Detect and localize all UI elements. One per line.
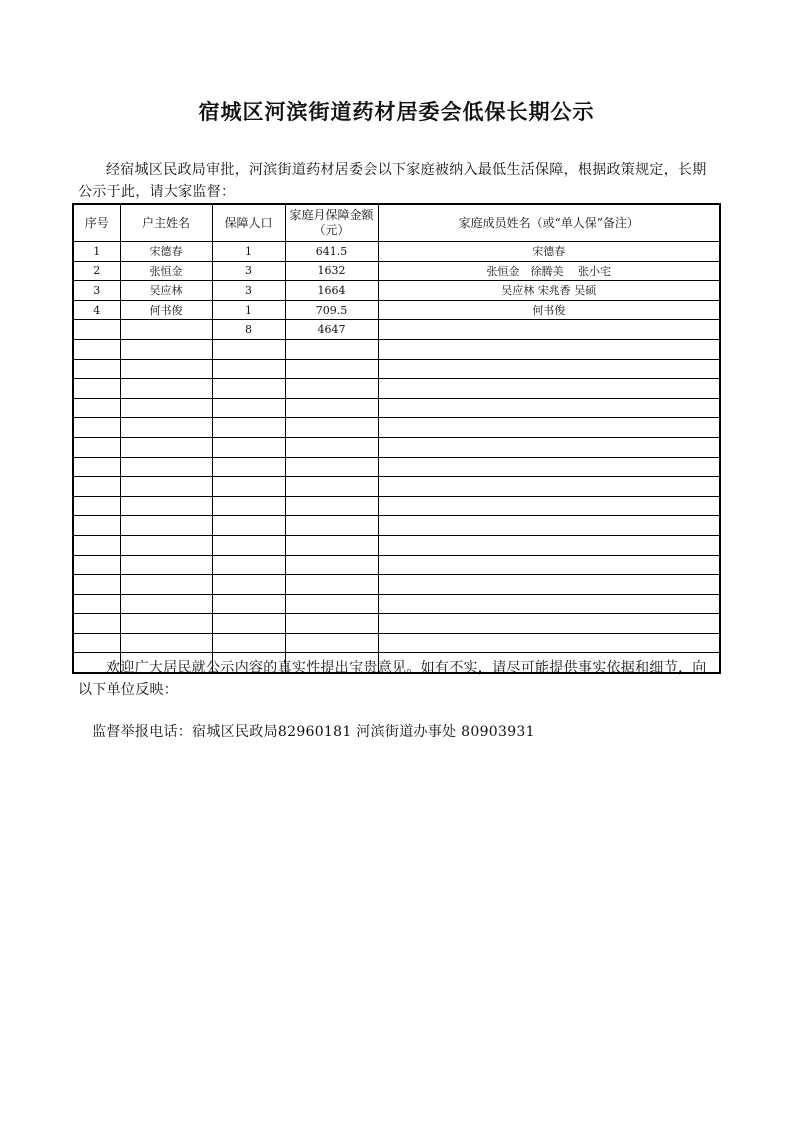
cell-covered-persons: [212, 594, 285, 614]
cell-family-members: 张恒金 徐腾美 张小宅: [378, 261, 720, 281]
cell-householder: [120, 437, 212, 457]
cell-index: [73, 359, 120, 379]
cell-covered-persons: [212, 614, 285, 634]
table-row: [73, 320, 720, 340]
cell-covered-persons: [212, 418, 285, 438]
cell-covered-persons: [212, 437, 285, 457]
cell-index: [73, 496, 120, 516]
cell-family-members: [378, 496, 720, 516]
table-row: [73, 261, 720, 281]
cell-index: [73, 555, 120, 575]
table-row: [73, 594, 720, 614]
table-header-row: [73, 204, 720, 242]
cell-monthly-amount: [285, 633, 378, 653]
cell-family-members: [378, 457, 720, 477]
cell-householder: [120, 496, 212, 516]
contact-line: 监督举报电话：宿城区民政局82960181 河滨街道办事处 80903931: [92, 724, 535, 740]
cell-householder: [120, 359, 212, 379]
cell-family-members: [378, 359, 720, 379]
header-index: 序号: [73, 204, 120, 242]
cell-covered-persons: 1: [212, 242, 285, 262]
table-row: [73, 477, 720, 497]
cell-householder: [120, 418, 212, 438]
cell-householder: [120, 555, 212, 575]
table-row: [73, 379, 720, 399]
cell-index: [73, 437, 120, 457]
cell-householder: [120, 379, 212, 399]
cell-index: [73, 379, 120, 399]
cell-index: [73, 418, 120, 438]
cell-monthly-amount: [285, 535, 378, 555]
cell-monthly-amount: [285, 477, 378, 497]
feedback-paragraph: 欢迎广大居民就公示内容的真实性提出宝贵意见。如有不实，请尽可能提供事实依据和细节，向以下单位反映：: [78, 660, 707, 698]
cell-index: 4: [73, 300, 120, 320]
table-row: [73, 516, 720, 536]
cell-covered-persons: [212, 398, 285, 418]
header-monthly-amount: 家庭月保障金额（元）: [285, 204, 378, 242]
assistance-table: [72, 203, 721, 674]
cell-householder: 张恒金: [120, 261, 212, 281]
cell-householder: [120, 477, 212, 497]
cell-monthly-amount: [285, 398, 378, 418]
cell-monthly-amount: [285, 437, 378, 457]
cell-monthly-amount: [285, 575, 378, 595]
cell-covered-persons: 8: [212, 320, 285, 340]
cell-family-members: 宋德春: [378, 242, 720, 262]
table-row: [73, 300, 720, 320]
cell-householder: [120, 516, 212, 536]
cell-index: [73, 633, 120, 653]
cell-monthly-amount: [285, 555, 378, 575]
cell-covered-persons: [212, 575, 285, 595]
cell-family-members: [378, 535, 720, 555]
cell-householder: [120, 457, 212, 477]
table-body: [73, 242, 720, 674]
cell-monthly-amount: [285, 496, 378, 516]
cell-monthly-amount: 641.5: [285, 242, 378, 262]
cell-family-members: [378, 633, 720, 653]
table-row: [73, 535, 720, 555]
cell-index: [73, 457, 120, 477]
cell-family-members: [378, 339, 720, 359]
intro-paragraph: 经宿城区民政局审批，河滨街道药材居委会以下家庭被纳入最低生活保障，根据政策规定，长期公示于此，请大家监督：: [78, 162, 707, 200]
cell-monthly-amount: [285, 379, 378, 399]
cell-covered-persons: 3: [212, 281, 285, 301]
cell-monthly-amount: 709.5: [285, 300, 378, 320]
cell-monthly-amount: [285, 457, 378, 477]
cell-index: [73, 535, 120, 555]
header-family-members: 家庭成员姓名（或“单人保”备注）: [378, 204, 720, 242]
table-row: [73, 614, 720, 634]
cell-householder: [120, 339, 212, 359]
cell-index: [73, 594, 120, 614]
cell-covered-persons: [212, 496, 285, 516]
cell-index: [73, 339, 120, 359]
cell-covered-persons: [212, 535, 285, 555]
table-row: [73, 339, 720, 359]
table-row: [73, 633, 720, 653]
cell-monthly-amount: [285, 594, 378, 614]
table-row: [73, 418, 720, 438]
cell-index: [73, 614, 120, 634]
table-row: [73, 496, 720, 516]
cell-family-members: 吴应林 宋兆香 吴硕: [378, 281, 720, 301]
table-row: [73, 359, 720, 379]
cell-householder: [120, 398, 212, 418]
cell-covered-persons: 3: [212, 261, 285, 281]
cell-covered-persons: [212, 379, 285, 399]
table-row: [73, 242, 720, 262]
cell-householder: 吴应林: [120, 281, 212, 301]
header-covered-persons: 保障人口: [212, 204, 285, 242]
cell-index: [73, 516, 120, 536]
table-row: [73, 575, 720, 595]
cell-index: 1: [73, 242, 120, 262]
cell-family-members: [378, 614, 720, 634]
cell-covered-persons: [212, 457, 285, 477]
cell-family-members: [378, 477, 720, 497]
cell-monthly-amount: [285, 418, 378, 438]
cell-householder: [120, 594, 212, 614]
table-row: [73, 457, 720, 477]
cell-family-members: [378, 379, 720, 399]
cell-family-members: [378, 555, 720, 575]
cell-householder: 何书俊: [120, 300, 212, 320]
cell-householder: [120, 614, 212, 634]
cell-index: [73, 320, 120, 340]
cell-index: [73, 575, 120, 595]
cell-monthly-amount: [285, 614, 378, 634]
cell-householder: 宋德春: [120, 242, 212, 262]
cell-family-members: [378, 320, 720, 340]
cell-covered-persons: [212, 555, 285, 575]
cell-monthly-amount: 1632: [285, 261, 378, 281]
cell-index: 3: [73, 281, 120, 301]
cell-householder: [120, 633, 212, 653]
cell-family-members: 何书俊: [378, 300, 720, 320]
cell-family-members: [378, 575, 720, 595]
cell-covered-persons: [212, 339, 285, 359]
cell-family-members: [378, 398, 720, 418]
cell-monthly-amount: 1664: [285, 281, 378, 301]
cell-householder: [120, 320, 212, 340]
cell-monthly-amount: [285, 516, 378, 536]
cell-monthly-amount: [285, 359, 378, 379]
table-row: [73, 398, 720, 418]
cell-covered-persons: [212, 633, 285, 653]
cell-family-members: [378, 516, 720, 536]
cell-family-members: [378, 418, 720, 438]
cell-covered-persons: [212, 359, 285, 379]
document-title: 宿城区河滨街道药材居委会低保长期公示: [198, 99, 595, 124]
table-row: [73, 281, 720, 301]
table-row: [73, 437, 720, 457]
cell-monthly-amount: 4647: [285, 320, 378, 340]
cell-family-members: [378, 437, 720, 457]
cell-householder: [120, 535, 212, 555]
cell-covered-persons: [212, 516, 285, 536]
cell-family-members: [378, 594, 720, 614]
cell-index: [73, 477, 120, 497]
cell-covered-persons: 1: [212, 300, 285, 320]
cell-monthly-amount: [285, 339, 378, 359]
header-householder: 户主姓名: [120, 204, 212, 242]
table-row: [73, 555, 720, 575]
cell-householder: [120, 575, 212, 595]
cell-index: 2: [73, 261, 120, 281]
cell-covered-persons: [212, 477, 285, 497]
cell-index: [73, 398, 120, 418]
